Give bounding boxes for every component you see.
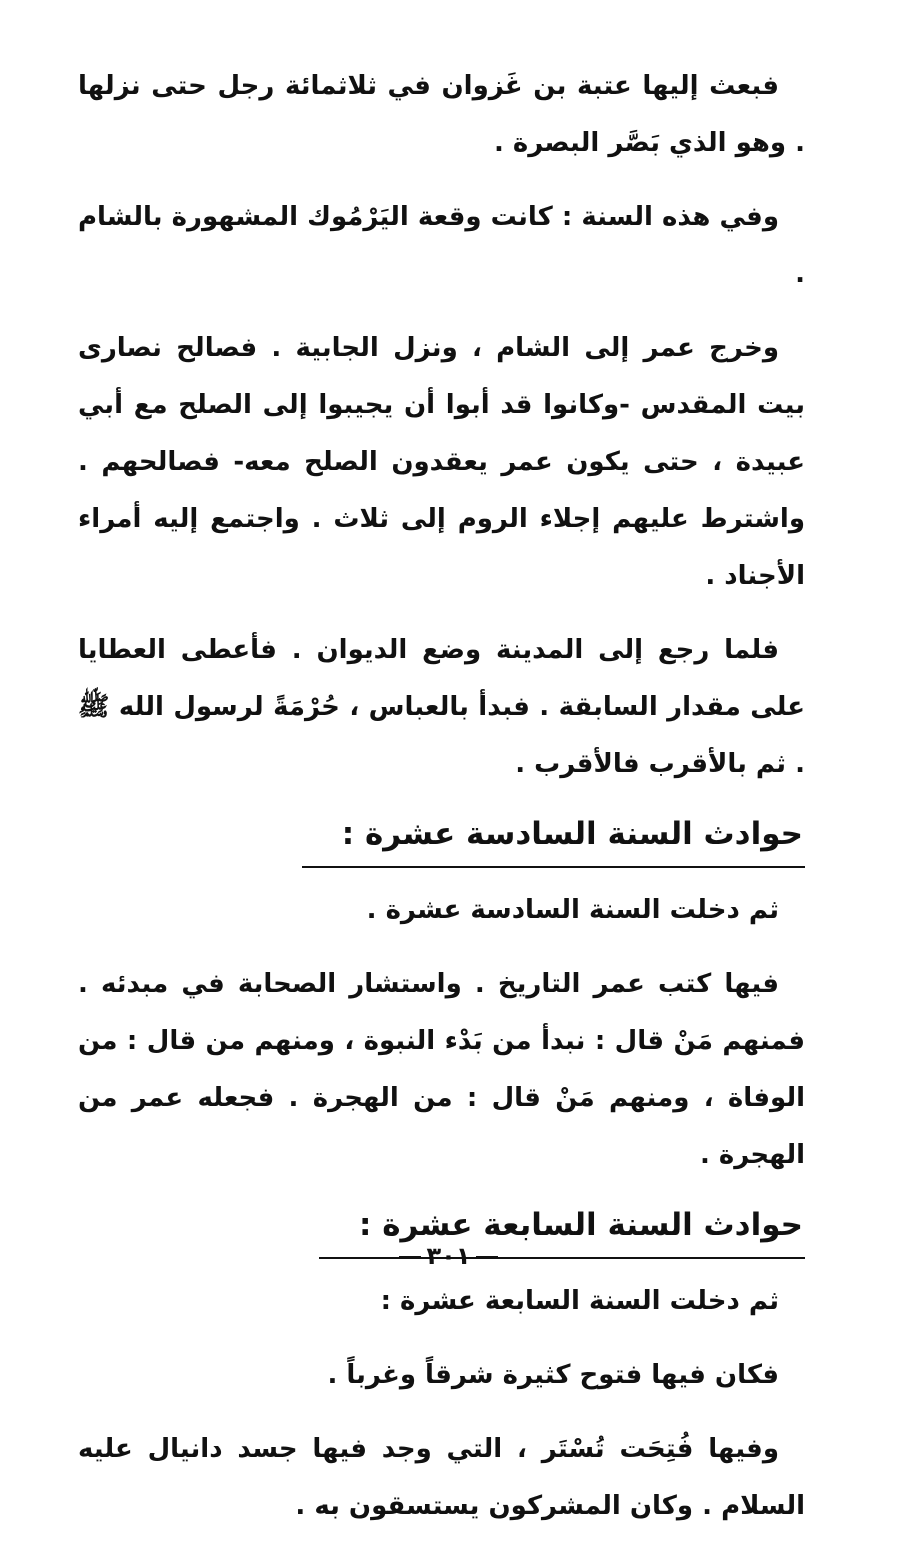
paragraph-tustar: وفيها فُتِحَت تُسْتَر ، التي وجد فيها جسد دانيال عليه السلام . وكان المشركون يستسقون به . xyxy=(78,1434,805,1521)
paragraph-calendar: فيها كتب عمر التاريخ . واستشار الصحابة في مبدئه . فمنهم مَنْ قال : نبدأ من بَدْء النبوة ، ومنهم من قال : من الوفاة ، ومنهم مَنْ قال : من الهجرة . فجعله عمر من الهجرة . xyxy=(78,969,805,1170)
page-number xyxy=(0,1236,897,1276)
paragraph-jerusalem: وخرج عمر إلى الشام ، ونزل الجابية . فصالح نصارى بيت المقدس -وكانوا قد أبوا أن يجيبوا إلى الصلح مع أبي عبيدة ، حتى يكون عمر يعقدون الصلح معه- فصالحهم . واشترط عليهم إجلاء الروم إلى ثلاث . واجتمع إليه أمراء الأجناد . xyxy=(78,333,805,591)
paragraph-utba-basra: فبعث إليها عتبة بن غَزوان في ثلاثمائة رجل حتى نزلها . وهو الذي بَصَّر البصرة . xyxy=(78,71,805,158)
paragraph-conquests: فكان فيها فتوح كثيرة شرقاً وغرباً . xyxy=(327,1360,779,1390)
page-number-text: ٣٠١ xyxy=(426,1242,471,1270)
paragraph-year-17-start: ثم دخلت السنة السابعة عشرة : xyxy=(380,1286,779,1316)
paragraph-yarmouk: وفي هذه السنة : كانت وقعة اليَرْمُوك المشهورة بالشام . xyxy=(78,202,805,289)
folio-dash-left xyxy=(476,1256,498,1259)
section-heading-year-17: حوادث السنة السابعة عشرة : xyxy=(319,1199,805,1259)
folio-dash-right xyxy=(399,1256,421,1259)
paragraph-diwan: فلما رجع إلى المدينة وضع الديوان . فأعطى العطايا على مقدار السابقة . فبدأ بالعباس ، حُرْمَةً لرسول الله ﷺ . ثم بالأقرب فالأقرب . xyxy=(78,635,805,779)
page-body xyxy=(78,58,805,1552)
section-heading-wrap-16 xyxy=(78,808,805,868)
section-heading-year-16: حوادث السنة السادسة عشرة : xyxy=(302,808,805,868)
paragraph-year-16-start: ثم دخلت السنة السادسة عشرة . xyxy=(366,895,779,925)
